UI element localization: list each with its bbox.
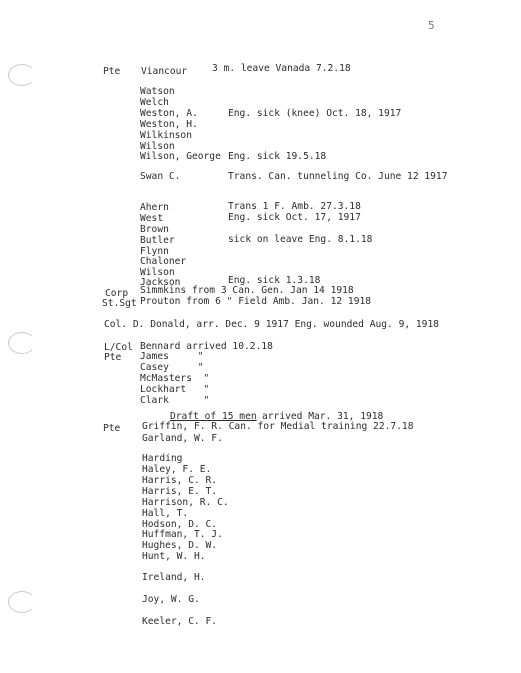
document-line: sick on leave Eng. 8.1.18 bbox=[228, 234, 373, 245]
document-line: Ahern bbox=[140, 202, 169, 213]
document-line: Hodson, D. C. bbox=[142, 519, 218, 530]
document-line: Hunt, W. H. bbox=[142, 551, 206, 562]
document-line: Pte bbox=[104, 352, 122, 363]
document-line: Butler bbox=[140, 235, 175, 246]
document-line: Weston, A. bbox=[140, 108, 198, 119]
document-line: St.Sgt bbox=[102, 298, 137, 309]
document-line: Flynn bbox=[140, 246, 169, 257]
document-line: arrived Mar. 31, 1918 bbox=[262, 411, 384, 422]
document-line: West bbox=[140, 213, 164, 224]
document-line: Weston, H. bbox=[140, 119, 198, 130]
document-line: Eng. sick (knee) Oct. 18, 1917 bbox=[228, 108, 402, 119]
document-line: Eng. sick 19.5.18 bbox=[228, 151, 327, 162]
document-line: Keeler, C. F. bbox=[142, 616, 218, 627]
document-line: Watson bbox=[140, 86, 175, 97]
document-line: Ireland, H. bbox=[142, 572, 206, 583]
document-line: Wilson bbox=[140, 141, 175, 152]
document-line: Trans 1 F. Amb. 27.3.18 bbox=[228, 201, 361, 212]
document-line: Garland, W. F. bbox=[142, 433, 223, 444]
document-line: Viancour bbox=[141, 66, 188, 77]
document-line: Huffman, T. J. bbox=[142, 529, 223, 540]
document-line: Draft of 15 men bbox=[170, 411, 257, 422]
document-line: Chaloner bbox=[140, 256, 187, 267]
binder-hole-bottom bbox=[8, 591, 36, 613]
document-line: Hughes, D. W. bbox=[142, 540, 218, 551]
page-number: 5 bbox=[428, 19, 435, 32]
document-line: Brown bbox=[140, 224, 169, 235]
binder-hole-middle bbox=[8, 332, 36, 354]
document-line: Prouton from 6 " Field Amb. Jan. 12 1918 bbox=[140, 296, 372, 307]
document-line: Trans. Can. tunneling Co. June 12 1917 bbox=[228, 171, 448, 182]
document-line: Swan C. bbox=[140, 171, 181, 182]
document-line: Hall, T. bbox=[142, 508, 189, 519]
document-line: Harrison, R. C. bbox=[142, 497, 229, 508]
document-line: McMasters " bbox=[140, 373, 210, 384]
document-line: Joy, W. G. bbox=[142, 594, 200, 605]
document-line: Clark " bbox=[140, 395, 210, 406]
document-line: James " bbox=[140, 351, 204, 362]
document-line: Harris, C. R. bbox=[142, 475, 218, 486]
document-line: Wilkinson bbox=[140, 130, 192, 141]
document-line: Simmkins from 3 Can. Gen. Jan 14 1918 bbox=[140, 285, 354, 296]
document-line: Griffin, F. R. Can. for Medial training 22.7.18 bbox=[142, 421, 414, 432]
binder-hole-top bbox=[8, 64, 36, 86]
document-line: Lockhart " bbox=[140, 384, 210, 395]
document-line: Harris, E. T. bbox=[142, 486, 218, 497]
document-line: Eng. sick 1.3.18 bbox=[228, 275, 321, 286]
document-line: Harding bbox=[142, 453, 183, 464]
document-line: Pte bbox=[103, 423, 121, 434]
document-line: Wilson, George bbox=[140, 151, 221, 162]
document-line: Pte bbox=[103, 66, 121, 77]
document-line: Bennard arrived 10.2.18 bbox=[140, 341, 273, 352]
document-line: Casey " bbox=[140, 362, 204, 373]
document-line: Col. D. Donald, arr. Dec. 9 1917 Eng. wounded Aug. 9, 1918 bbox=[104, 319, 440, 330]
document-line: Jackson bbox=[140, 277, 181, 288]
document-line: Eng. sick Oct. 17, 1917 bbox=[228, 212, 361, 223]
document-line: Welch bbox=[140, 97, 169, 108]
document-line: Haley, F. E. bbox=[142, 464, 212, 475]
document-line: Corp bbox=[105, 288, 129, 299]
document-line: Wilson bbox=[140, 267, 175, 278]
document-line: L/Col bbox=[104, 342, 133, 353]
document-line: 3 m. leave Vanada 7.2.18 bbox=[212, 63, 351, 74]
